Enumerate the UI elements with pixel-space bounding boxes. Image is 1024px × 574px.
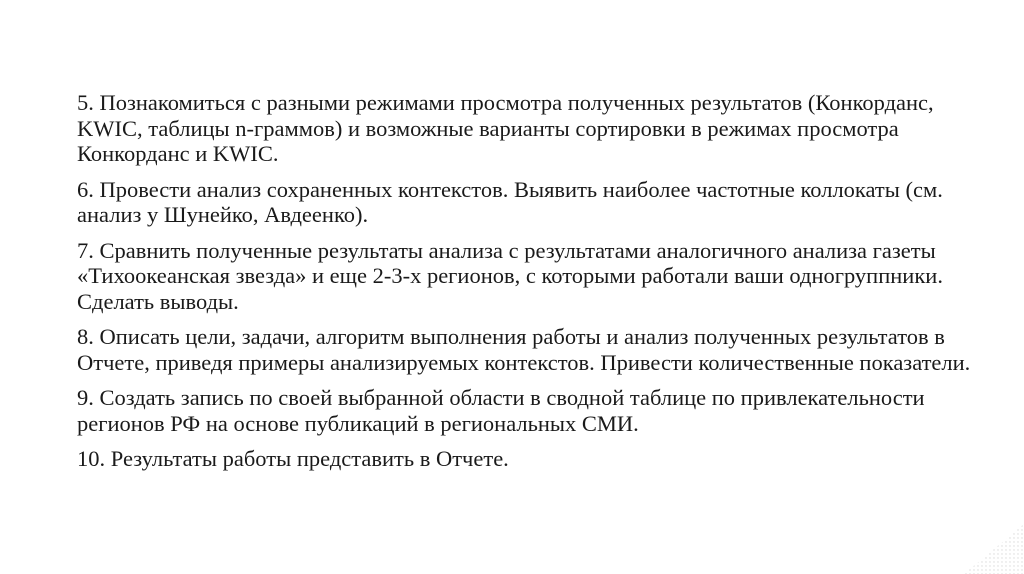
task-list [77,90,977,482]
task-item-8: 8. Описать цели, задачи, алгоритм выполнения работы и анализ полученных результатов в Отчете, приведя примеры анализируемых контекстов. Привести количественные показатели. [77,324,971,375]
corner-decoration [964,524,1024,574]
task-item-5: 5. Познакомиться с разными режимами просмотра полученных результатов (Конкорданс, KWIC, таблицы n-граммов) и возможные варианты сортировки в режимах просмотра Конкорданс и KWIC. [77,90,934,166]
task-item-7: 7. Сравнить полученные результаты анализа с результатами аналогичного анализа газеты «Тихоокеанская звезда» и еще 2-3-х регионов, с которыми работали ваши одногруппники. Сделать выводы. [77,237,943,314]
task-item-9: 9. Создать запись по своей выбранной области в сводной таблице по привлекательности регионов РФ на основе публикаций в региональных СМИ. [77,385,925,436]
task-item-6: 6. Провести анализ сохраненных контекстов. Выявить наиболее частотные коллокаты (см. анализ у Шунейко, Авдеенко). [77,176,943,227]
task-item-10: 10. Результаты работы представить в Отчете. [77,446,509,471]
